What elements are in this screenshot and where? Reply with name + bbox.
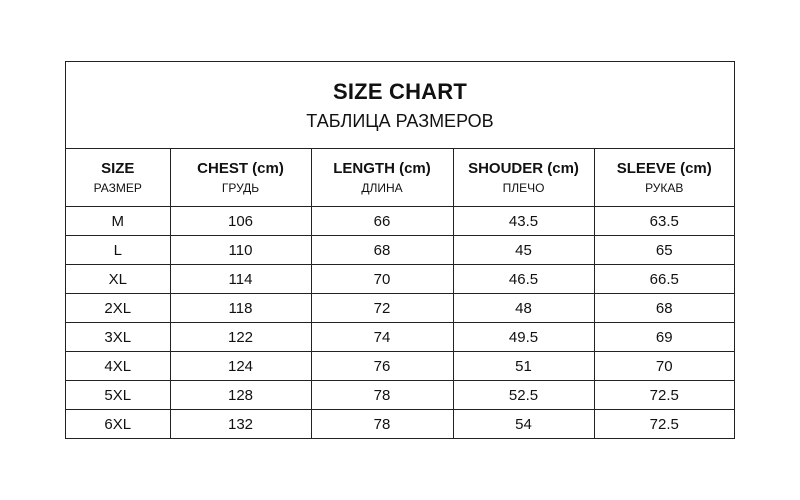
header-label: SLEEVE (cm) <box>616 160 712 177</box>
header-shoulder <box>453 149 594 207</box>
cell-chest: 124 <box>170 352 311 381</box>
header-sublabel: РУКАВ <box>645 181 684 195</box>
cell-size: 6XL <box>66 410 170 439</box>
header-label: SHOUDER (cm) <box>468 160 579 177</box>
cell-shoulder: 43.5 <box>453 207 594 236</box>
header-chest <box>170 149 311 207</box>
cell-size: 5XL <box>66 381 170 410</box>
header-length <box>311 149 453 207</box>
cell-shoulder: 46.5 <box>453 265 594 294</box>
cell-size: 4XL <box>66 352 170 381</box>
header-sleeve <box>594 149 734 207</box>
table-row <box>66 236 734 265</box>
cell-length: 68 <box>311 236 453 265</box>
cell-chest: 114 <box>170 265 311 294</box>
cell-sleeve: 63.5 <box>594 207 734 236</box>
cell-chest: 110 <box>170 236 311 265</box>
cell-length: 76 <box>311 352 453 381</box>
title-block <box>66 62 734 149</box>
header-label: LENGTH (cm) <box>333 160 431 177</box>
table-row <box>66 323 734 352</box>
table-row <box>66 265 734 294</box>
header-sublabel: ГРУДЬ <box>221 181 260 195</box>
header-size <box>66 149 170 207</box>
header-sublabel: ПЛЕЧО <box>502 181 545 195</box>
cell-shoulder: 54 <box>453 410 594 439</box>
cell-shoulder: 51 <box>453 352 594 381</box>
table-row <box>66 410 734 439</box>
header-label: CHEST (cm) <box>197 160 284 177</box>
chart-subtitle: ТАБЛИЦА РАЗМЕРОВ <box>306 110 494 131</box>
cell-shoulder: 48 <box>453 294 594 323</box>
cell-length: 70 <box>311 265 453 294</box>
cell-sleeve: 66.5 <box>594 265 734 294</box>
cell-size: 2XL <box>66 294 170 323</box>
header-label: SIZE <box>101 160 135 177</box>
cell-sleeve: 65 <box>594 236 734 265</box>
cell-length: 66 <box>311 207 453 236</box>
cell-sleeve: 68 <box>594 294 734 323</box>
cell-sleeve: 72.5 <box>594 381 734 410</box>
cell-shoulder: 52.5 <box>453 381 594 410</box>
cell-size: XL <box>66 265 170 294</box>
size-table <box>66 149 734 438</box>
table-row <box>66 381 734 410</box>
cell-chest: 122 <box>170 323 311 352</box>
cell-length: 78 <box>311 410 453 439</box>
chart-title: SIZE CHART <box>333 78 467 104</box>
cell-chest: 106 <box>170 207 311 236</box>
cell-shoulder: 45 <box>453 236 594 265</box>
cell-size: 3XL <box>66 323 170 352</box>
cell-sleeve: 70 <box>594 352 734 381</box>
cell-chest: 132 <box>170 410 311 439</box>
header-sublabel: ДЛИНА <box>361 181 403 195</box>
header-row <box>66 149 734 207</box>
table-row <box>66 207 734 236</box>
cell-chest: 118 <box>170 294 311 323</box>
header-sublabel: РАЗМЕР <box>93 181 142 195</box>
size-chart <box>65 61 735 439</box>
table-row <box>66 352 734 381</box>
table-row <box>66 294 734 323</box>
cell-length: 78 <box>311 381 453 410</box>
cell-size: M <box>66 207 170 236</box>
cell-chest: 128 <box>170 381 311 410</box>
cell-length: 74 <box>311 323 453 352</box>
cell-sleeve: 72.5 <box>649 415 679 433</box>
cell-size: L <box>66 236 170 265</box>
cell-shoulder: 49.5 <box>453 323 594 352</box>
cell-length: 72 <box>311 294 453 323</box>
cell-sleeve: 69 <box>594 323 734 352</box>
